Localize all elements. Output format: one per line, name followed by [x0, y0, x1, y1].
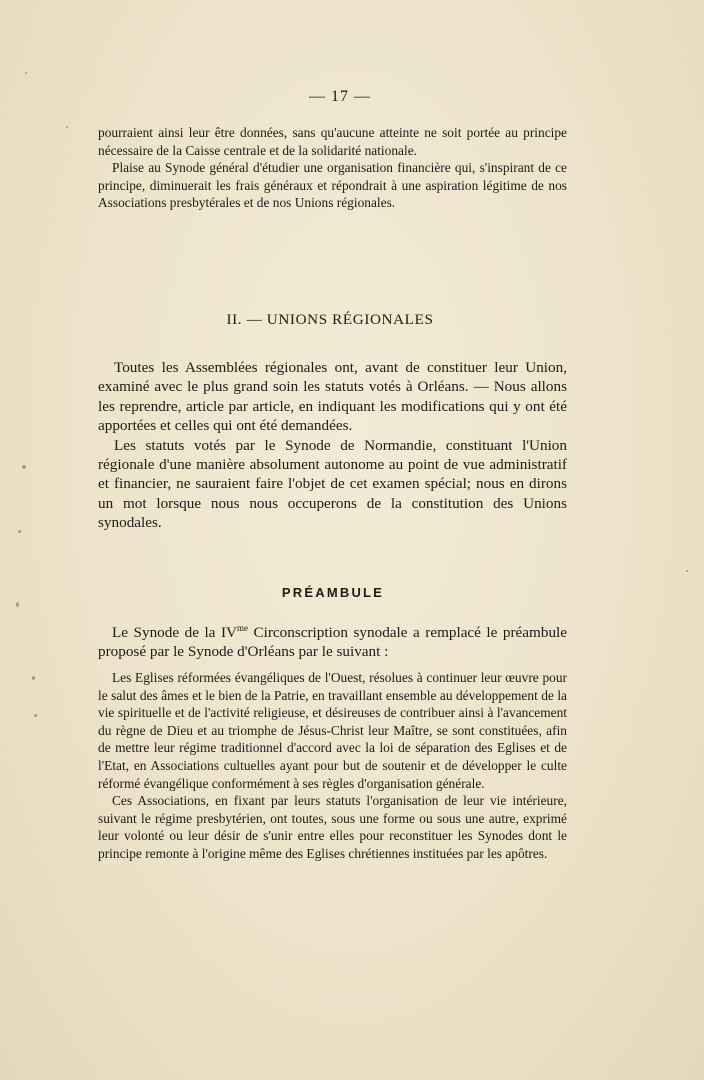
preamble-text-end: Circonscription synodale a remplacé le préambule proposé par le Synode d'Orléans par le suivant :	[98, 624, 568, 661]
preamble-text-start: Le Synode de la IV	[112, 624, 237, 641]
section-body	[98, 358, 567, 533]
paper-speck	[34, 714, 37, 717]
paper-speck	[66, 126, 68, 128]
paper-speck	[18, 530, 21, 533]
preamble-intro-paragraph	[98, 623, 567, 662]
preamble-quote	[98, 669, 567, 863]
page-number: — 17 —	[309, 88, 371, 105]
preamble-superscript: me	[236, 623, 248, 633]
body-paragraph-1: Toutes les Assemblées régionales ont, avant de constituer leur Union, examiné avec le plus grand soin les statuts votés à Orléans. — Nous allons les reprendre, article par article, en indiquant les modifications qui y ont été apportées et celles qui ont été demandées.	[98, 359, 567, 435]
intro-block	[98, 124, 567, 212]
paper-speck	[686, 570, 688, 572]
intro-paragraph-1: pourraient ainsi leur être données, sans qu'aucune atteinte ne soit portée au principe nécessaire de la Caisse centrale et de la solidarité nationale.	[98, 125, 567, 158]
quote-paragraph-2: Ces Associations, en fixant par leurs statuts l'organisation de leur vie intérieure, suivant le régime presbytérien, ont toutes, sous une forme ou sous une autre, exprimé leur volonté ou leur désir de s'unir entre elles pour reconstituer les Synodes dont le principe remonte à l'origine même des Eglises chrétiennes instituées par les apôtres.	[98, 793, 567, 861]
paper-speck	[32, 676, 35, 680]
paper-speck	[25, 72, 27, 74]
intro-paragraph-2: Plaise au Synode général d'étudier une organisation financière qui, s'inspirant de ce principe, diminuerait les frais généraux et répondrait à une aspiration légitime de nos Associations presbytérales et de nos Unions régionales.	[98, 160, 567, 211]
body-paragraph-2: Les statuts votés par le Synode de Normandie, constituant l'Union régionale d'une manière absolument autonome au point de vue administratif et financier, ne sauraient faire l'objet de cet examen spécial; nous en dirons un mot lorsque nous nous occuperons de la constitution des Unions synodales.	[98, 436, 567, 532]
section-heading: II. — UNIONS RÉGIONALES	[226, 311, 434, 328]
paper-speck	[16, 602, 19, 607]
preamble-heading: PRÉAMBULE	[281, 585, 385, 600]
paper-speck	[22, 465, 26, 469]
quote-paragraph-1: Les Eglises réformées évangéliques de l'Ouest, résolues à continuer leur œuvre pour le salut des âmes et le bien de la Patrie, en travaillant ensemble au développement de la vie spirituelle et de l'activité religieuse, et désireuses de contribuer ainsi à l'avancement du règne de Dieu et au triomphe de Jésus-Christ leur Maître, se sont constituées, afin de mettre leur régime traditionnel d'accord avec la loi de séparation des Eglises et de l'Etat, en Associations cultuelles ayant pour but de soutenir et de développer le culte réformé évangélique conformément à ses règles d'organisation générale.	[98, 670, 567, 791]
